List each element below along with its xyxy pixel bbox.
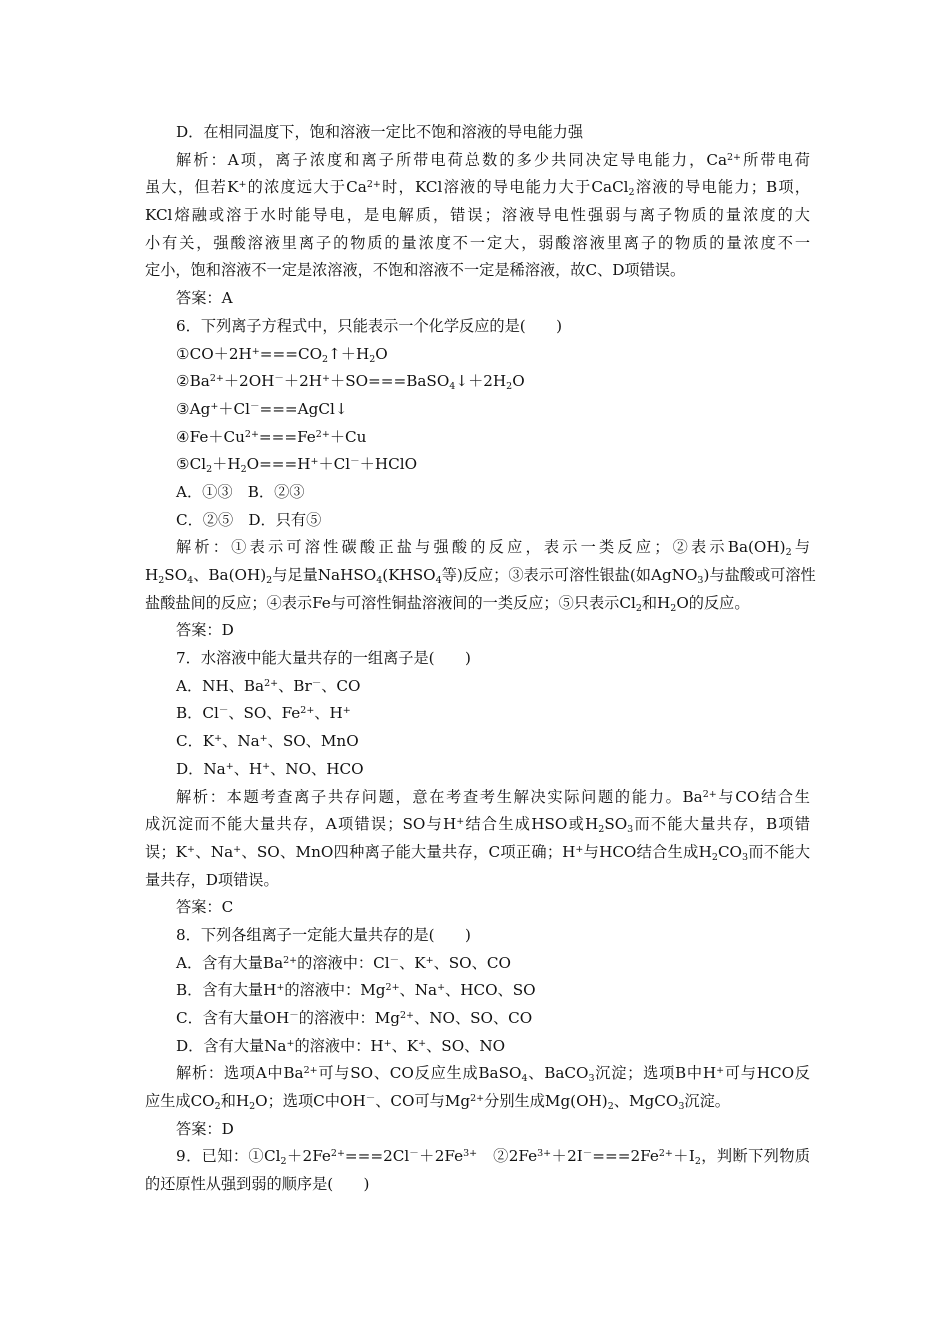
text-line: 解析：本题考查离子共存问题，意在考查考生解决实际问题的能力。$Ba^{2+}$与CO结合生 [176, 787, 810, 806]
text-line: 误；K+、Na+、SO、MnO四种离子能大量共存，C项正确；H+与HCO结合生成$H_2CO_3$而不能大 [145, 842, 811, 863]
text-line: 6．下列离子方程式中，只能表示一个化学反应的是( ) [176, 316, 563, 335]
text-line: D．含有大量Na+的溶液中：H+、K+、SO、NO [176, 1036, 506, 1055]
text-line: 答案：D [176, 621, 234, 640]
text-line: 答案：A [176, 289, 233, 308]
text-line: $④Fe+Cu^{2+}===Fe^{2+}+Cu$ [176, 427, 367, 446]
text-line: 小有关，强酸溶液里离子的物质的量浓度不一定大，弱酸溶液里离子的物质的量浓度不一 [145, 233, 810, 252]
text-line: 8．下列各组离子一定能大量共存的是( ) [176, 925, 471, 944]
text-line: $②Ba^{2+}+2OH^-+2H^++SO===BaSO_4↓+2H_2O$ [176, 372, 525, 393]
text-line: C．K+、Na+、SO、MnO [176, 732, 359, 751]
text-line: ③Ag+＋Cl－===AgCl↓ [176, 399, 348, 418]
text-line: C．含有大量OH－的溶液中：$Mg^{2+}$、NO、SO、CO [176, 1009, 533, 1027]
text-line: KCl熔融或溶于水时能导电，是电解质，错误；溶液导电性强弱与离子物质的量浓度的大 [145, 206, 810, 225]
text-line: 的还原性从强到弱的顺序是( ) [145, 1175, 370, 1194]
text-line: 答案：C [176, 898, 234, 917]
text-line: $⑤Cl_2+H_2O===H^++Cl^-+HClO$ [176, 455, 418, 476]
text-line: C．②⑤ D．只有⑤ [176, 510, 322, 529]
text-line: 解析：①表示可溶性碳酸正盐与强酸的反应，表示一类反应；②表示$Ba(OH)_2$与 [176, 538, 811, 559]
text-line: 解析：选项A中$Ba^{2+}$可与SO、CO反应生成BaSO$_4$、BaCO$_3$沉淀；选项B中H+可与HCO反 [176, 1064, 810, 1085]
text-line: A．NH、$Ba^{2+}$、Br－、CO [176, 676, 361, 695]
text-line: B．Cl－、SO、$Fe^{2+}$、H+ [176, 704, 351, 723]
text-line: A．①③ B．②③ [176, 482, 305, 501]
text-line: D．在相同温度下，饱和溶液一定比不饱和溶液的导电能力强 [176, 123, 584, 141]
text-line: 成沉淀而不能大量共存，A项错误；SO与H+结合生成HSO或$H_2SO_3$而不能大量共存，B项错 [145, 815, 810, 836]
text-line: 9．已知：$①Cl_2+2Fe^{2+}===2Cl^-+2Fe^{3+}$ $②2Fe^{3+}+2I^-===2Fe^{2+}+I_2$，判断下列物质 [176, 1147, 811, 1168]
text-line: 定小，饱和溶液不一定是浓溶液，不饱和溶液不一定是稀溶液，故C、D项错误。 [145, 261, 686, 280]
text-line: A．含有大量$Ba^{2+}$的溶液中：Cl－、K+、SO、CO [176, 953, 511, 972]
text-line: 盐酸盐间的反应；④表示Fe与可溶性铜盐溶液间的一类反应；⑤只表示$Cl_2$和$H_2O$的反应。 [145, 593, 750, 614]
text-line: 虽大，但若K+的浓度远大于$Ca^{2+}$时，KCl溶液的导电能力大于CaCl$_2$溶液的导电能力；B项， [145, 178, 810, 199]
text-line: 应生成$CO_2$和$H_2O$；选项C中OH－、CO可与$Mg^{2+}$分别生成$Mg(OH)_2$、MgCO$_3$沉淀。 [145, 1092, 730, 1113]
document-body [145, 119, 816, 1199]
text-line: $①CO+2H^+===CO_2↑+H_2O$ [176, 344, 388, 365]
text-line: B．含有大量H+的溶液中：$Mg^{2+}$、Na+、HCO、SO [176, 981, 536, 1000]
text-line: 7．水溶液中能大量共存的一组离子是( ) [176, 649, 471, 668]
text-line: 解析：A项，离子浓度和离子所带电荷总数的多少共同决定导电能力，$Ca^{2+}$所带电荷 [176, 150, 810, 169]
text-line: $H_2SO_4$、$Ba(OH)_2$与足量$NaHSO_4(KHSO_4$等)反应；③表示可溶性银盐(如AgNO$_3$)与盐酸或可溶性 [145, 566, 816, 586]
text-line: 量共存，D项错误。 [145, 870, 279, 889]
text-line: 答案：D [176, 1119, 234, 1138]
text-line: D．Na+、H+、NO、HCO [176, 759, 364, 778]
